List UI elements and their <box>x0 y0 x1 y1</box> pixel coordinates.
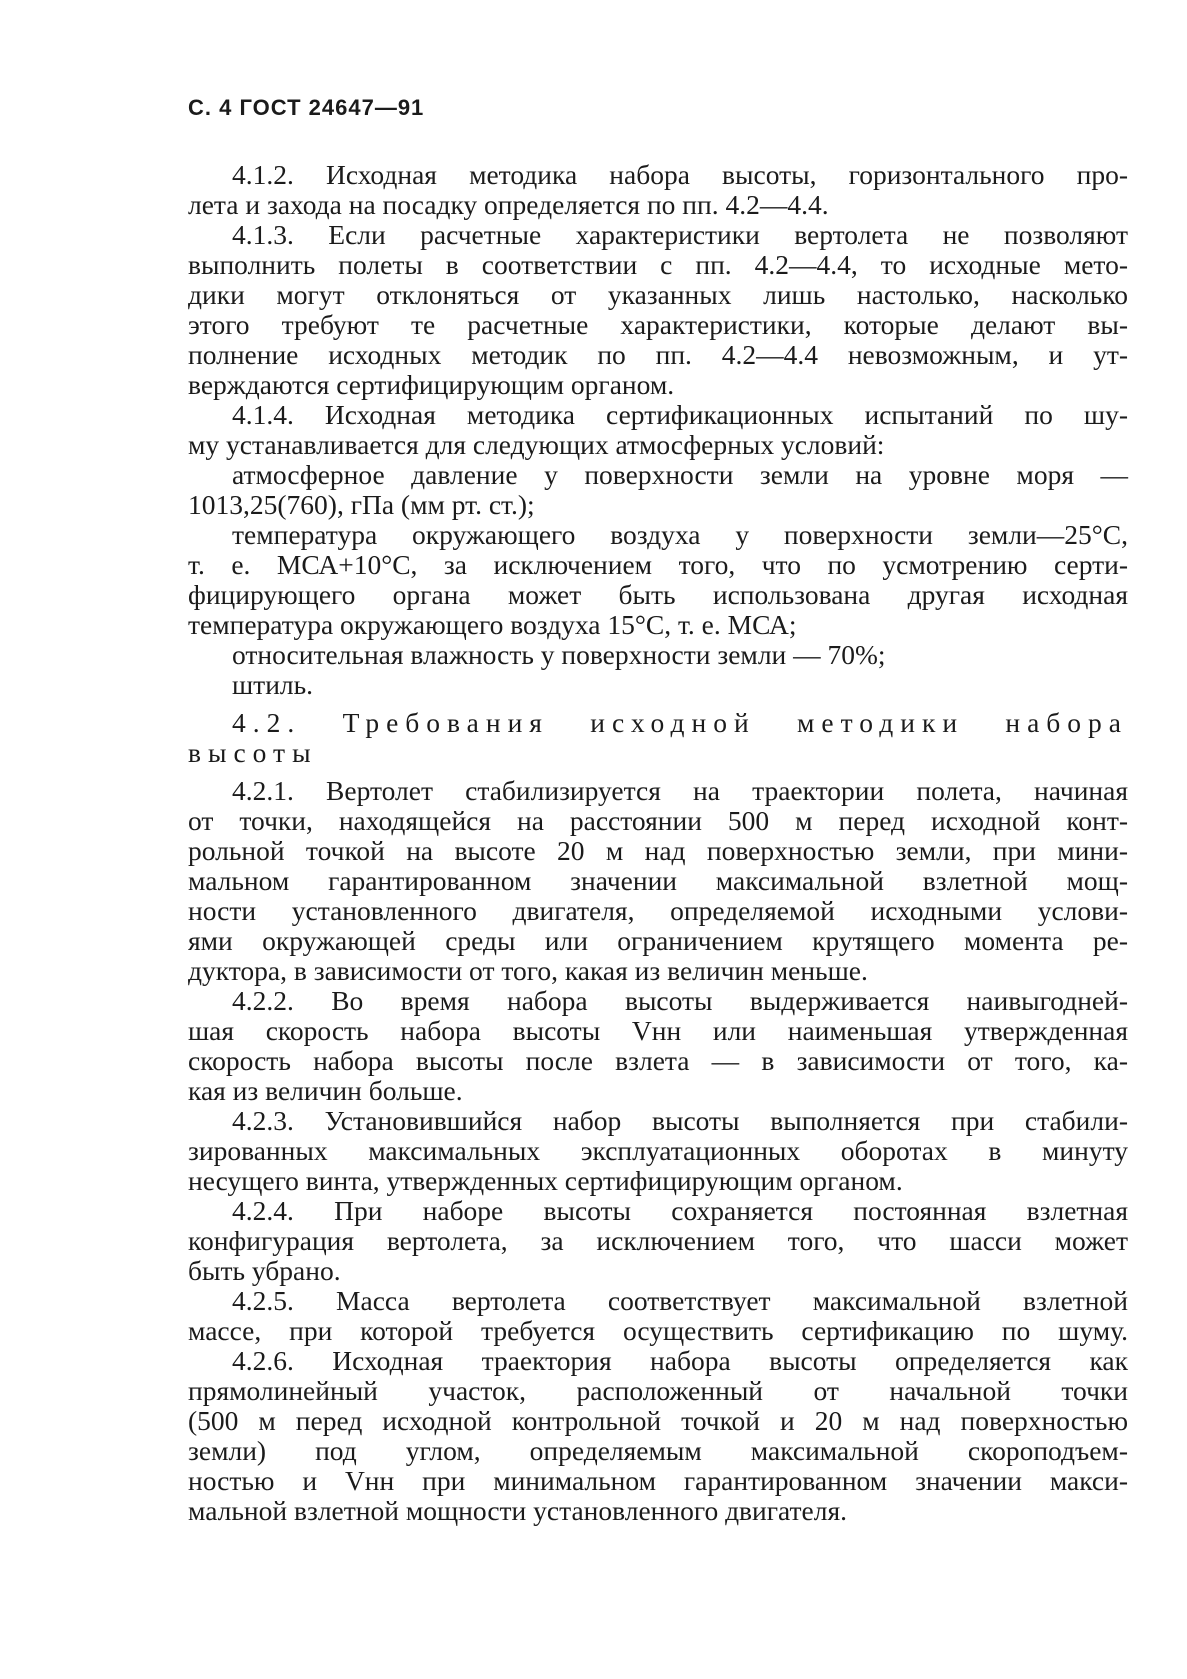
text-line: 4.1.2. Исходная методика набора высоты, горизонтального про- <box>232 159 1128 190</box>
text-line: т. е. МСА+10°С, за исключением того, что по усмотрению серти- <box>188 549 1128 580</box>
text-line: ями окружающей среды или ограничением крутящего момента ре- <box>188 925 1128 956</box>
text-line: 4.2.2. Во время набора высоты выдерживается наивыгодней- <box>232 985 1128 1016</box>
page-header: С. 4 ГОСТ 24647—91 <box>188 95 425 120</box>
text-line: 4.2.5. Масса вертолета соответствует максимальной взлетной <box>232 1285 1128 1316</box>
text-line: ностью и Vнн при минимальном гарантированном значении макси- <box>188 1465 1128 1496</box>
document-body <box>188 160 1128 1526</box>
section-heading-line: 4.2. Требования исходной методики набора <box>232 707 1128 738</box>
paragraph-4-2-6 <box>188 1346 1128 1526</box>
text-line: ности установленного двигателя, определяемой исходными услови- <box>188 895 1128 926</box>
text-line: 4.2.6. Исходная траектория набора высоты определяется как <box>232 1345 1128 1376</box>
paragraph-4-2-3 <box>188 1106 1128 1196</box>
text-line: фицирующего органа может быть использована другая исходная <box>188 579 1128 610</box>
text-line: му устанавливается для следующих атмосферных условий: <box>188 429 885 460</box>
paragraph-4-2-1 <box>188 776 1128 986</box>
text-line: рольной точкой на высоте 20 м над поверхностью земли, при мини- <box>188 835 1128 866</box>
text-line: мальном гарантированном значении максимальной взлетной мощ- <box>188 865 1128 896</box>
text-line: быть убрано. <box>188 1255 341 1286</box>
text-line: температура окружающего воздуха 15°С, т. е. МСА; <box>188 609 797 640</box>
text-line: 4.2.4. При наборе высоты сохраняется постоянная взлетная <box>232 1195 1128 1226</box>
text-line: 4.2.1. Вертолет стабилизируется на траектории полета, начиная <box>232 775 1128 806</box>
text-line: массе, при которой требуется осуществить сертификацию по шуму. <box>188 1315 1128 1346</box>
text-line: дики могут отклоняться от указанных лишь настолько, насколько <box>188 279 1128 310</box>
paragraph-4-2-5 <box>188 1286 1128 1346</box>
text-line: земли) под углом, определяемым максимальной скороподъем- <box>188 1435 1128 1466</box>
text-line: полнение исходных методик по пп. 4.2—4.4 невозможным, и ут- <box>188 339 1128 370</box>
paragraph-4-1-3 <box>188 220 1128 400</box>
text-line: 1013,25(760), гПа (мм рт. ст.); <box>188 489 535 520</box>
text-line: кая из величин больше. <box>188 1075 463 1106</box>
text-line: 4.2.3. Установившийся набор высоты выполняется при стабили- <box>232 1105 1128 1136</box>
text-line: 4.1.3. Если расчетные характеристики вертолета не позволяют <box>232 219 1128 250</box>
paragraph-4-2-4 <box>188 1196 1128 1286</box>
text-line: атмосферное давление у поверхности земли на уровне моря — <box>232 459 1128 490</box>
text-line: верждаются сертифицирующим органом. <box>188 369 675 400</box>
text-line: этого требуют те расчетные характеристики, которые делают вы- <box>188 309 1128 340</box>
text-line: штиль. <box>232 669 314 700</box>
paragraph-4-1-2 <box>188 160 1128 220</box>
text-line: дуктора, в зависимости от того, какая из величин меньше. <box>188 955 868 986</box>
paragraph-4-1-4 <box>188 400 1128 700</box>
text-line: от точки, находящейся на расстоянии 500 м перед исходной конт- <box>188 805 1128 836</box>
text-line: выполнить полеты в соответствии с пп. 4.2—4.4, то исходные мето- <box>188 249 1128 280</box>
text-line: (500 м перед исходной контрольной точкой и 20 м над поверхностью <box>188 1405 1128 1436</box>
text-line: относительная влажность у поверхности земли — 70%; <box>232 639 886 670</box>
section-heading-line: высоты <box>188 737 318 768</box>
text-line: лета и захода на посадку определяется по пп. 4.2—4.4. <box>188 189 829 220</box>
text-line: шая скорость набора высоты Vнн или наименьшая утвержденная <box>188 1015 1128 1046</box>
text-line: температура окружающего воздуха у поверхности земли—25°С, <box>232 519 1128 550</box>
text-line: зированных максимальных эксплуатационных оборотах в минуту <box>188 1135 1128 1166</box>
text-line: 4.1.4. Исходная методика сертификационных испытаний по шу- <box>232 399 1128 430</box>
section-heading-4-2 <box>188 708 1128 768</box>
text-line: несущего винта, утвержденных сертифицирующим органом. <box>188 1165 903 1196</box>
text-line: скорость набора высоты после взлета — в зависимости от того, ка- <box>188 1045 1128 1076</box>
text-line: мальной взлетной мощности установленного двигателя. <box>188 1495 848 1526</box>
text-line: конфигурация вертолета, за исключением того, что шасси может <box>188 1225 1128 1256</box>
paragraph-4-2-2 <box>188 986 1128 1106</box>
text-line: прямолинейный участок, расположенный от начальной точки <box>188 1375 1128 1406</box>
